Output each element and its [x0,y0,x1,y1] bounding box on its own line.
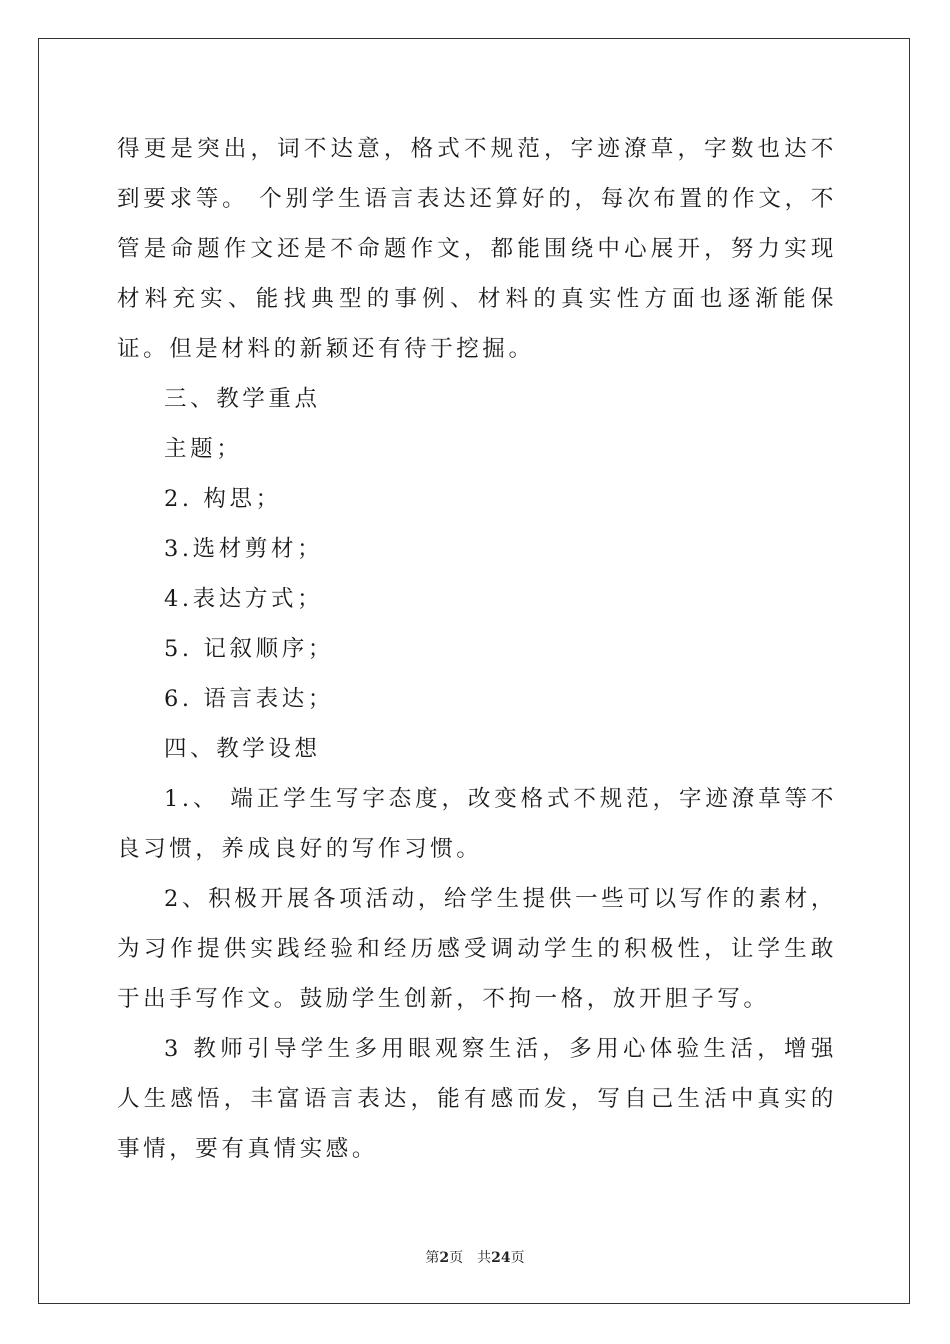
list-item: 2. 构思； [164,486,282,512]
current-page-number: 2 [439,1250,450,1266]
footer-suffix: 页 [510,1250,525,1266]
footer-mid: 页 共 [449,1250,492,1266]
footer-prefix: 第 [425,1250,440,1266]
list-item: 5. 记叙顺序； [164,636,334,662]
paragraph-intro: 得更是突出，词不达意，格式不规范，字迹潦草，字数也达不到要求等。 个别学生语言表达还算好的，每次布置的作文，不管是命题作文还是不命题作文，都能围绕中心展开，努力实现材料充实、能找典型的事例、材料的真实性方面也逐渐能保证。但是材料的新颖还有待于挖掘。 [117,136,837,362]
list-item: 6. 语言表达； [164,686,334,712]
heading-teaching-focus: 三、教学重点 [164,386,321,412]
list-item: 主题； [164,436,243,462]
heading-teaching-plan: 四、教学设想 [164,736,321,762]
page-footer [0,1247,950,1267]
total-pages-number: 24 [491,1250,511,1266]
paragraph-plan-2: 2、积极开展各项活动，给学生提供一些可以写作的素材，为习作提供实践经验和经历感受调动学生的积极性，让学生敢于出手写作文。鼓励学生创新，不拘一格，放开胆子写。 [117,886,837,1012]
document-body [117,124,837,1174]
list-item: 4.表达方式； [164,586,324,612]
paragraph-plan-3: 3 教师引导学生多用眼观察生活，多用心体验生活，增强人生感悟，丰富语言表达，能有感而发，写自己生活中真实的事情，要有真情实感。 [117,1036,837,1162]
list-item: 3.选材剪材； [164,536,324,562]
paragraph-plan-1: 1.、 端正学生写字态度，改变格式不规范，字迹潦草等不良习惯，养成良好的写作习惯。 [117,786,837,862]
